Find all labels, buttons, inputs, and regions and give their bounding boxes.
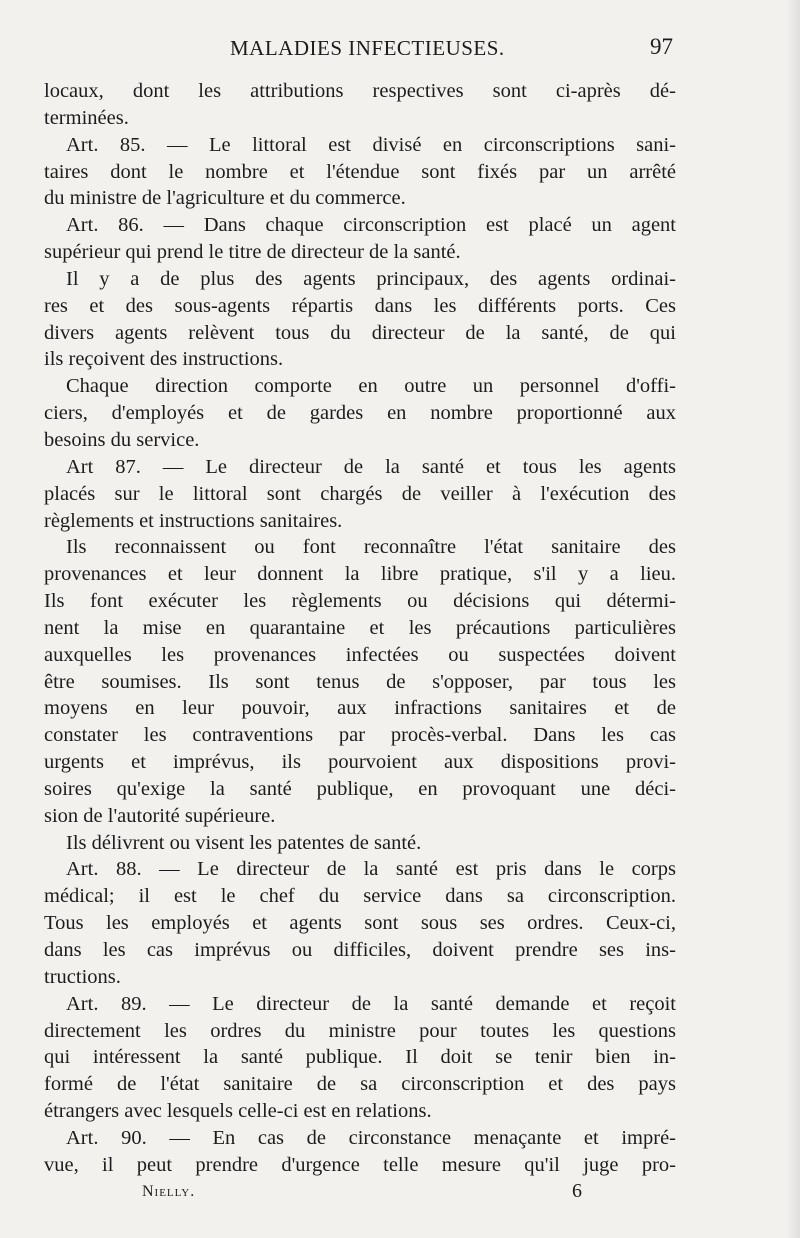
text-line: règlements et instructions sanitaires. — [44, 509, 343, 532]
page-edge-shadow — [786, 0, 800, 1238]
text-line: être soumises. Ils sont tenus de s'opposer, par tous les — [44, 670, 676, 693]
page-footer — [0, 1180, 800, 1210]
text-line: provenances et leur donnent la libre pratique, s'il y a lieu. — [44, 563, 676, 586]
text-line: sion de l'autorité supérieure. — [44, 804, 276, 827]
text-line: urgents et imprévus, ils pourvoient aux dispositions provi- — [44, 751, 676, 774]
text-line: soires qu'exige la santé publique, en provoquant une déci- — [44, 777, 676, 800]
gathering-signature-number: 6 — [572, 1180, 582, 1202]
text-line: locaux, dont les attributions respectives sont ci-après dé- — [44, 80, 676, 102]
text-line: auxquelles les provenances infectées ou suspectées doivent — [44, 643, 676, 666]
text-line: Chaque direction comporte en outre un personnel d'offi- — [66, 375, 676, 398]
text-line: ils reçoivent des instructions. — [44, 348, 284, 371]
text-line: qui intéressent la santé publique. Il doit se tenir bien in- — [44, 1046, 676, 1069]
text-line: nent la mise en quarantaine et les précautions particulières — [44, 616, 676, 639]
text-line: divers agents relèvent tous du directeur de la santé, de qui — [44, 321, 676, 344]
body-text — [44, 78, 676, 1179]
signature-mark-author: Nielly. — [142, 1183, 196, 1200]
page-header — [40, 30, 680, 60]
text-line: ciers, d'employés et de gardes en nombre proportionné aux — [44, 402, 676, 425]
text-line: besoins du service. — [44, 428, 200, 451]
text-line: Ils délivrent ou visent les patentes de santé. — [66, 831, 422, 854]
text-line: supérieur qui prend le titre de directeur de la santé. — [44, 241, 461, 264]
text-line: moyens en leur pouvoir, aux infractions sanitaires et de — [44, 697, 676, 720]
text-line: dans les cas imprévus ou difficiles, doivent prendre ses ins- — [44, 939, 676, 961]
text-line: Il y a de plus des agents principaux, des agents ordinai- — [66, 267, 676, 290]
text-line: Tous les employés et agents sont sous ses ordres. Ceux-ci, — [44, 912, 676, 935]
text-line: du ministre de l'agriculture et du commerce. — [44, 187, 406, 210]
text-line: Art. 90. — En cas de circonstance menaçante et impré- — [66, 1126, 676, 1149]
text-line: directement les ordres du ministre pour toutes les questions — [44, 1019, 676, 1042]
text-line: terminées. — [44, 106, 129, 129]
running-title: MALADIES INFECTIEUSES. — [230, 36, 505, 60]
page-number: 97 — [650, 34, 673, 59]
text-line: Ils font exécuter les règlements ou décisions qui détermi- — [44, 590, 676, 613]
text-line: vue, il peut prendre d'urgence telle mesure qu'il juge pro- — [44, 1153, 676, 1176]
text-line: Art. 88. — Le directeur de la santé est pris dans le corps — [66, 858, 676, 881]
text-line: placés sur le littoral sont chargés de veiller à l'exécution des — [44, 482, 676, 505]
text-line: Art. 85. — Le littoral est divisé en circonscriptions sani- — [66, 133, 676, 156]
text-line: formé de l'état sanitaire de sa circonscription et des pays — [44, 1073, 676, 1096]
text-line: Art 87. — Le directeur de la santé et tous les agents — [66, 455, 676, 478]
text-line: Ils reconnaissent ou font reconnaître l'état sanitaire des — [66, 536, 676, 559]
text-line: tructions. — [44, 965, 121, 988]
text-line: taires dont le nombre et l'étendue sont fixés par un arrêté — [44, 160, 676, 183]
text-line: Art. 89. — Le directeur de la santé demande et reçoit — [66, 992, 676, 1015]
text-line: médical; il est le chef du service dans sa circonscription. — [44, 885, 676, 908]
text-line: constater les contraventions par procès-verbal. Dans les cas — [44, 724, 676, 747]
text-line: Art. 86. — Dans chaque circonscription est placé un agent — [66, 214, 676, 237]
text-line: étrangers avec lesquels celle-ci est en relations. — [44, 1100, 432, 1123]
text-line: res et des sous-agents répartis dans les différents ports. Ces — [44, 294, 676, 317]
